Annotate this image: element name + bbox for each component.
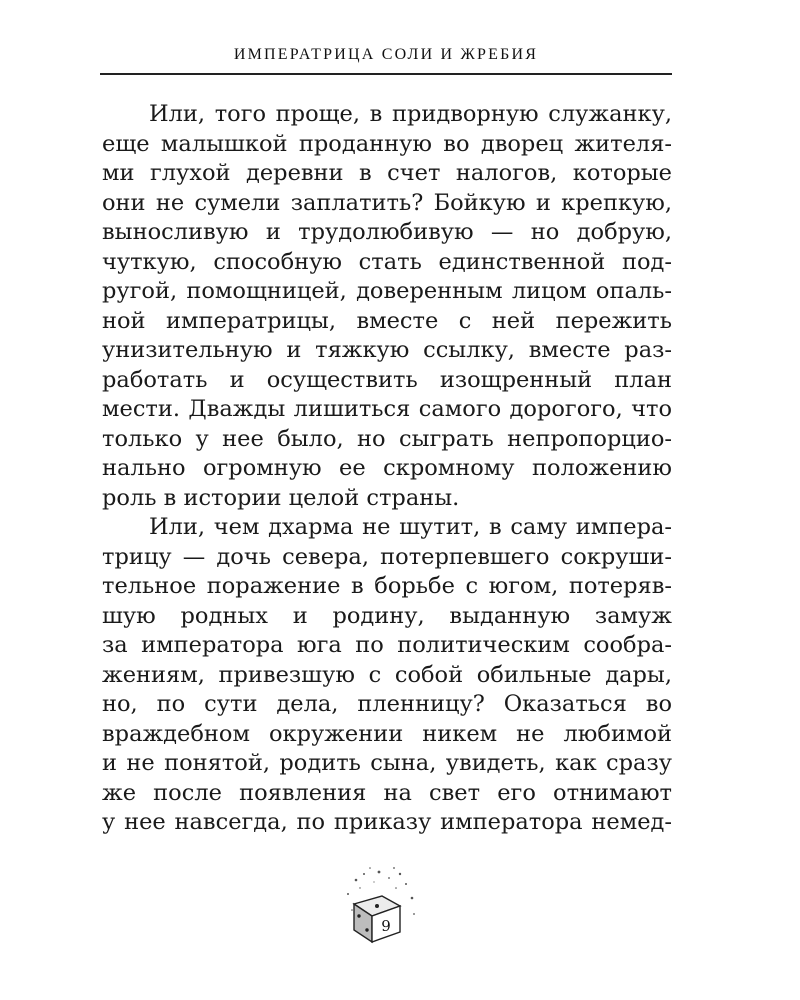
paragraph-1-line: ной императрицы, вместе с ней пережить bbox=[102, 307, 672, 334]
paragraph-1-line: нально огромную ее скромному положению bbox=[102, 455, 672, 481]
paragraph-1-line: ми глухой деревни в счет налогов, которые bbox=[102, 160, 672, 186]
paragraph-1-line: чуткую, способную стать единственной под- bbox=[102, 248, 672, 275]
paragraph-2-line: Или, чем дхарма не шутит, в саму импера- bbox=[149, 514, 672, 540]
paragraph-2-line: шую родных и родину, выданную замуж bbox=[102, 602, 672, 629]
paragraph-2-line: тельное поражение в борьбе с югом, потеряв- bbox=[102, 573, 672, 599]
body-text bbox=[102, 100, 672, 838]
paragraph-1-line: унизительную и тяжкую ссылку, вместе раз- bbox=[102, 337, 672, 363]
paragraph-2-line: но, по сути дела, пленницу? Оказаться во bbox=[102, 691, 672, 717]
paragraph-1-line: они не сумели заплатить? Бойкую и крепкую, bbox=[102, 189, 672, 216]
paragraph-1-line: еще малышкой проданную во дворец жителя- bbox=[102, 130, 672, 157]
paragraph-1-line: выносливую и трудолюбивую — но добрую, bbox=[102, 219, 672, 245]
paragraph-1-line: Или, того проще, в придворную служанку, bbox=[149, 101, 672, 127]
page-number: 9 bbox=[381, 917, 391, 935]
paragraph-2-line: враждебном окружении никем не любимой bbox=[102, 720, 672, 747]
paragraph-2-line: же после появления на свет его отнимают bbox=[102, 779, 672, 806]
paragraph-1-line: мести. Дважды лишиться самого дорогого, что bbox=[102, 396, 672, 422]
die-icon bbox=[334, 860, 424, 950]
paragraph-1-line: работать и осуществить изощренный план bbox=[102, 366, 672, 393]
paragraph-2-line: у нее навсегда, по приказу императора немед- bbox=[102, 809, 672, 835]
page-number-ornament bbox=[334, 860, 424, 950]
running-title: ИМПЕРАТРИЦА СОЛИ И ЖРЕБИЯ bbox=[233, 46, 539, 63]
paragraph-1-line: только у нее было, но сыграть непропорцио- bbox=[102, 425, 672, 452]
paragraph-2-line: трицу — дочь севера, потерпевшего сокруши- bbox=[102, 543, 672, 570]
paragraph-2-line: за императора юга по политическим сообра- bbox=[102, 632, 672, 658]
paragraph-1-line: роль в истории целой страны. bbox=[102, 484, 460, 511]
paragraph-2-line: и не понятой, родить сына, увидеть, как сразу bbox=[102, 750, 672, 776]
header-rule bbox=[100, 73, 672, 75]
paragraph-1-line: ругой, помощницей, доверенным лицом опаль- bbox=[102, 278, 672, 304]
paragraph-2-line: жениям, привезшую с собой обильные дары, bbox=[102, 661, 672, 688]
